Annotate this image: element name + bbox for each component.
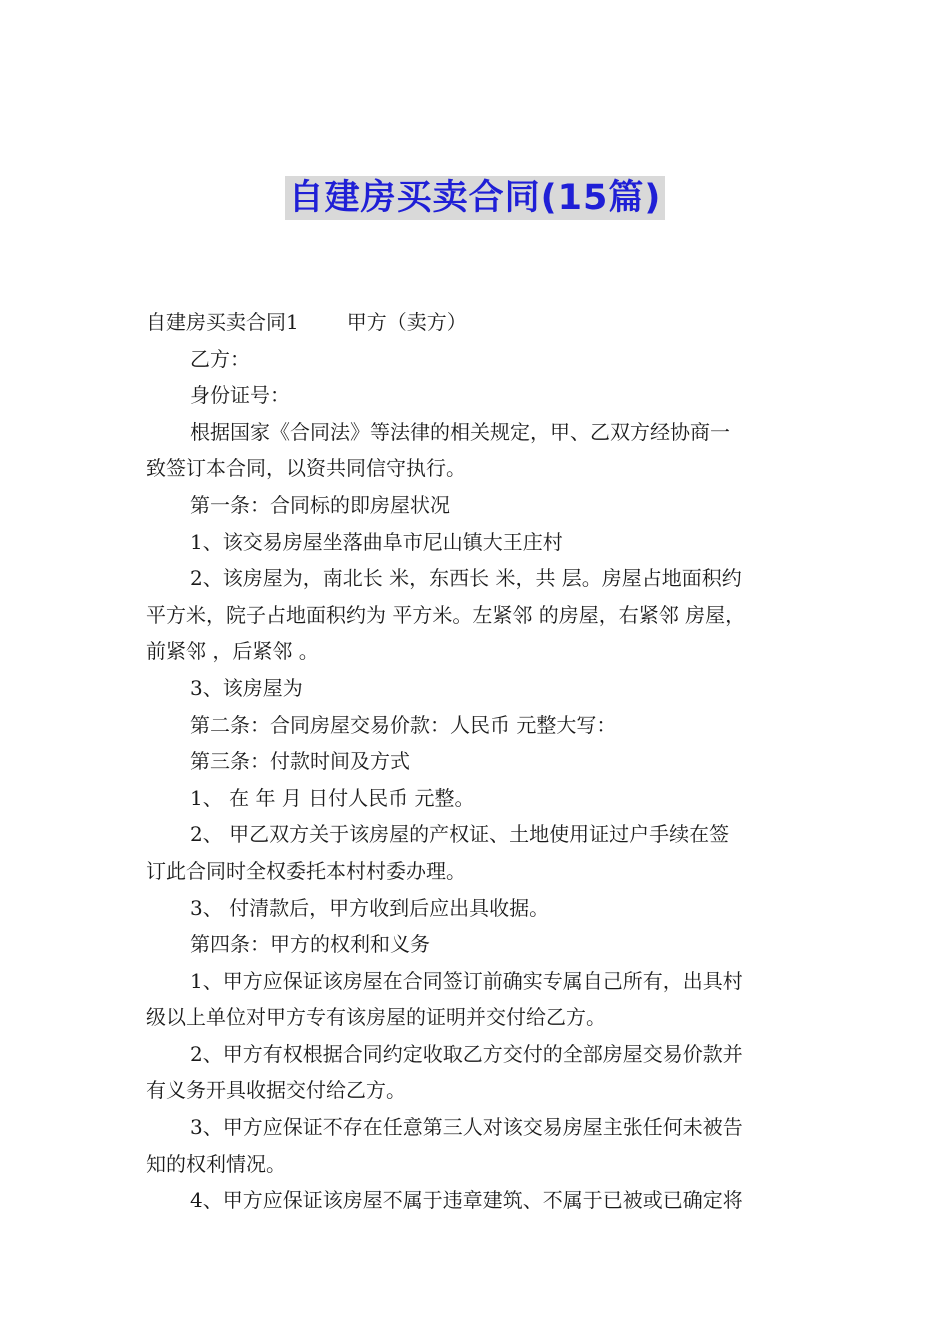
text-line: 第四条：甲方的权利和义务 — [190, 932, 430, 957]
text-line: 级以上单位对甲方专有该房屋的证明并交付给乙方。 — [146, 1005, 606, 1030]
text-line: 前紧邻 ，后紧邻 。 — [146, 639, 319, 664]
text-line: 2、该房屋为，南北长 米，东西长 米，共 层。房屋占地面积约 — [190, 566, 742, 591]
text-line: 乙方： — [190, 346, 250, 371]
text-line: 4、甲方应保证该房屋不属于违章建筑、不属于已被或已确定将 — [190, 1188, 743, 1213]
text-line: 2、甲方有权根据合同约定收取乙方交付的全部房屋交易价款并 — [190, 1041, 743, 1066]
text-line: 知的权利情况。 — [146, 1151, 286, 1176]
text-line: 致签订本合同，以资共同信守执行。 — [146, 456, 466, 481]
text-line: 1、甲方应保证该房屋在合同签订前确实专属自己所有，出具村 — [190, 968, 743, 993]
text-line: 1、 在 年 月 日付人民币 元整。 — [190, 785, 475, 810]
text-line: 2、 甲乙双方关于该房屋的产权证、土地使用证过户手续在签 — [190, 822, 730, 847]
text-line: 第三条：付款时间及方式 — [190, 749, 410, 774]
contract-heading: 自建房买卖合同1 — [146, 310, 299, 334]
text-line: 订此合同时全权委托本村村委办理。 — [146, 858, 466, 883]
text-line: 身份证号： — [190, 383, 290, 408]
contract-body — [146, 304, 810, 1219]
text-line: 3、该房屋为 — [190, 675, 303, 700]
text-line: 1、该交易房屋坐落曲阜市尼山镇大王庄村 — [190, 529, 563, 554]
party-a-label: 甲方（卖方） — [346, 310, 467, 334]
text-line: 有义务开具收据交付给乙方。 — [146, 1078, 406, 1103]
text-line: 平方米，院子占地面积约为 平方米。左紧邻 的房屋，右紧邻 房屋， — [146, 602, 746, 627]
text-line: 第一条：合同标的即房屋状况 — [190, 492, 450, 517]
text-line: 根据国家《合同法》等法律的相关规定，甲、乙双方经协商一 — [190, 419, 730, 444]
document-title: 自建房买卖合同(15篇) — [285, 176, 666, 220]
heading-line — [146, 304, 810, 341]
text-line: 第二条：合同房屋交易价款：人民币 元整大写： — [190, 712, 617, 737]
title-block — [0, 176, 950, 220]
text-line: 3、甲方应保证不存在任意第三人对该交易房屋主张任何未被告 — [190, 1115, 743, 1140]
text-line: 3、 付清款后，甲方收到后应出具收据。 — [190, 895, 550, 920]
